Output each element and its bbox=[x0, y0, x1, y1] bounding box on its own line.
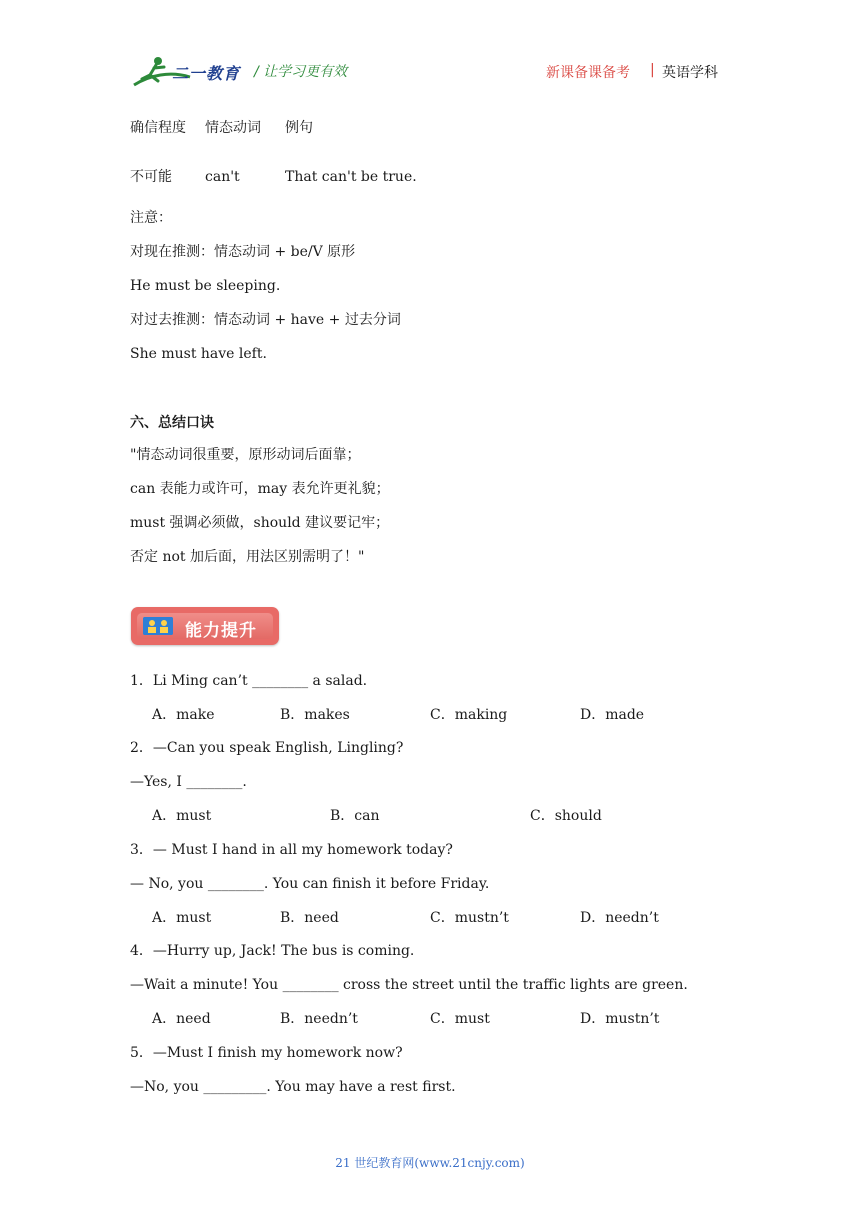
question-option: B．needn’t bbox=[280, 1011, 358, 1027]
notes-title: 注意： bbox=[130, 210, 172, 226]
question-option: B．makes bbox=[280, 707, 350, 723]
question-option: A．need bbox=[152, 1011, 211, 1027]
question-stem: 3．— Must I hand in all my homework today? bbox=[130, 842, 453, 858]
question-stem: 4．—Hurry up, Jack! The bus is coming. bbox=[130, 943, 415, 959]
summary-line: must 强调必须做，should 建议要记牢； bbox=[130, 515, 390, 531]
notes-line: 对过去推测：情态动词 + have + 过去分词 bbox=[130, 312, 401, 328]
notes-line: She must have left. bbox=[130, 346, 267, 362]
table-header-certainty: 确信程度 bbox=[130, 120, 186, 136]
table-header-modal: 情态动词 bbox=[205, 120, 261, 136]
question-option: B．need bbox=[280, 910, 339, 926]
table-cell-certainty: 不可能 bbox=[130, 169, 172, 185]
header-divider: | bbox=[650, 62, 655, 78]
students-icon bbox=[143, 617, 173, 635]
footer-source: 21 世纪教育网(www.21cnjy.com) bbox=[335, 1156, 525, 1170]
notes-line: He must be sleeping. bbox=[130, 278, 281, 294]
question-option: A．make bbox=[152, 707, 215, 723]
question-option: A．must bbox=[152, 910, 212, 926]
question-stem-reply: —No, you _________. You may have a rest first. bbox=[130, 1079, 456, 1095]
logo-text: 二一教育 bbox=[172, 64, 241, 83]
question-stem: 2．—Can you speak English, Lingling? bbox=[130, 740, 404, 756]
header-course-label: 新课备课备考 bbox=[546, 65, 630, 81]
slogan: / 让学习更有效 bbox=[254, 64, 348, 80]
question-option: C．must bbox=[430, 1011, 490, 1027]
question-stem-reply: — No, you ________. You can finish it before Friday. bbox=[130, 876, 490, 892]
table-cell-modal: can't bbox=[205, 169, 240, 185]
question-option: D．mustn’t bbox=[580, 1011, 660, 1027]
question-stem-reply: —Yes, I ________. bbox=[130, 774, 247, 790]
question-option: B．can bbox=[330, 808, 380, 824]
question-option: C．making bbox=[430, 707, 508, 723]
summary-line: "情态动词很重要，原形动词后面靠； bbox=[130, 447, 361, 463]
question-stem: 1．Li Ming can’t ________ a salad. bbox=[130, 673, 368, 689]
ability-badge bbox=[131, 607, 279, 645]
summary-title: 六、总结口诀 bbox=[130, 415, 214, 431]
question-stem-reply: —Wait a minute! You ________ cross the street until the traffic lights are green. bbox=[130, 977, 688, 993]
badge-label: 能力提升 bbox=[185, 621, 257, 641]
question-option: D．needn’t bbox=[580, 910, 659, 926]
notes-line: 对现在推测：情态动词 + be/V 原形 bbox=[130, 244, 356, 260]
question-option: D．made bbox=[580, 707, 645, 723]
question-option: C．should bbox=[530, 808, 602, 824]
table-header-example: 例句 bbox=[285, 120, 313, 136]
table-cell-example: That can't be true. bbox=[285, 169, 417, 185]
summary-line: 否定 not 加后面，用法区别需明了！" bbox=[130, 549, 365, 565]
question-option: A．must bbox=[152, 808, 212, 824]
question-option: C．mustn’t bbox=[430, 910, 509, 926]
summary-line: can 表能力或许可，may 表允许更礼貌； bbox=[130, 481, 390, 497]
header-subject: 英语学科 bbox=[662, 65, 718, 81]
question-stem: 5．—Must I finish my homework now? bbox=[130, 1045, 403, 1061]
